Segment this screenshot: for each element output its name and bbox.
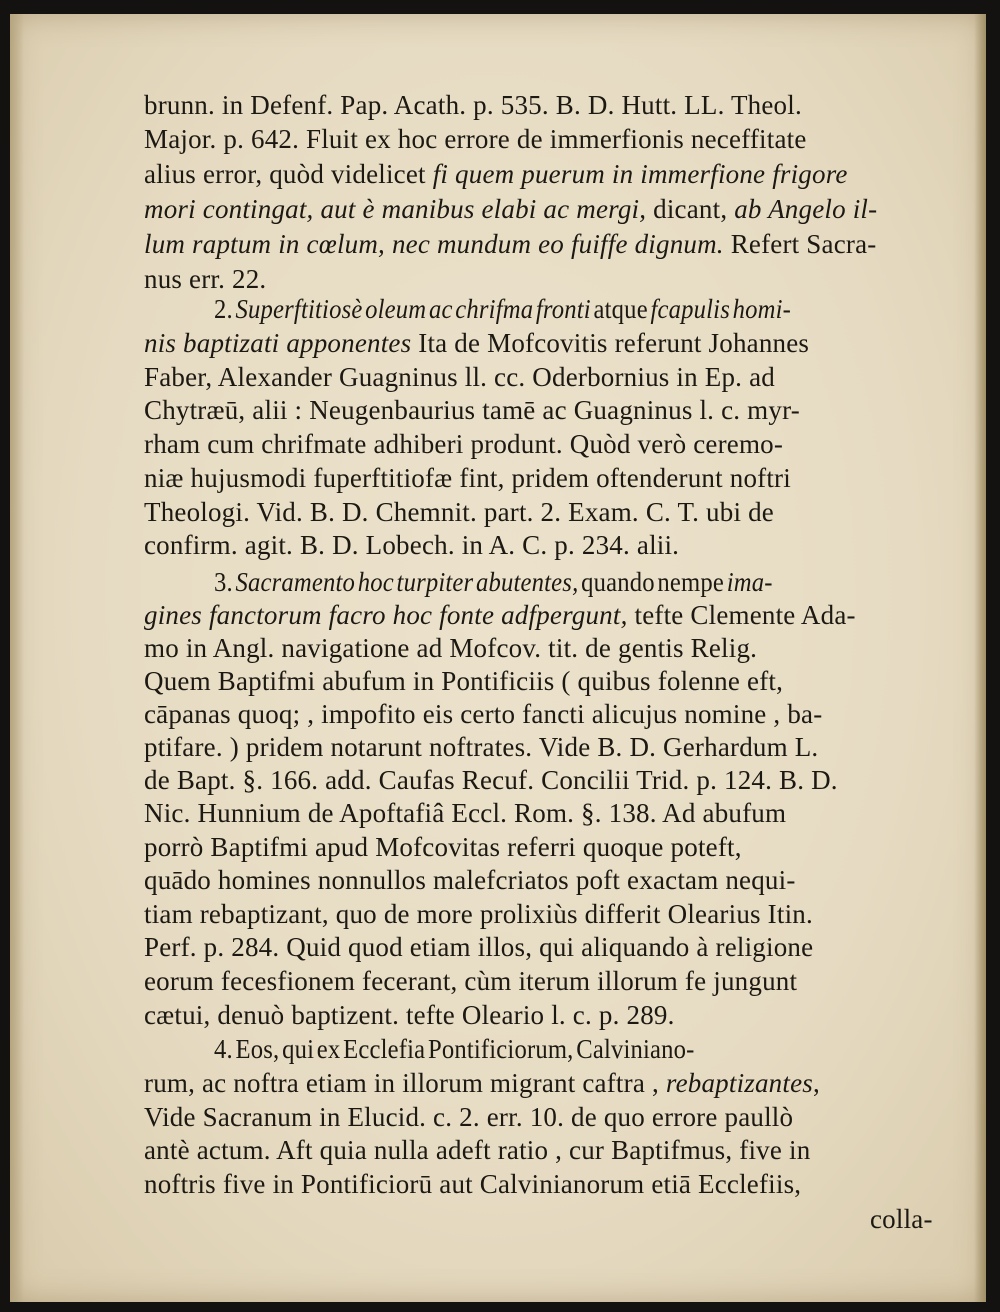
text-segment: , — [812, 1068, 820, 1098]
text-segment: antè actum. Aft quia nulla adeft ratio , cur Baptifmus, five in — [144, 1135, 811, 1165]
text-segment: Refert Sacra- — [723, 229, 877, 259]
text-segment: porrò Baptifmi apud Mofcovitas referri quoque poteft, — [144, 832, 742, 862]
italic-text-segment: fcapulis homi- — [650, 294, 792, 324]
text-line — [214, 294, 944, 324]
text-segment: alius error, quòd videlicet — [144, 159, 433, 189]
text-segment: tefte Clemente Ada- — [627, 600, 856, 630]
italic-text-segment: ima- — [726, 567, 773, 597]
text-line — [144, 264, 944, 294]
text-segment: colla- — [870, 1204, 933, 1234]
text-line — [214, 1034, 944, 1064]
text-segment: 4. Eos, qui ex Ecclefia Pontificiorum, Calviniano- — [214, 1034, 695, 1064]
text-segment: cætui, denuò baptizent. tefte Oleario l. c. p. 289. — [144, 1000, 675, 1030]
text-segment: noftris five in Pontificiorū aut Calvinianorum etiā Ecclefiis, — [144, 1169, 802, 1199]
text-segment: 3. — [214, 567, 236, 597]
text-segment: brunn. in Defenf. Pap. Acath. p. 535. B. D. Hutt. LL. Theol. — [144, 90, 802, 120]
text-line — [144, 229, 944, 259]
text-segment: rham cum chrifmate adhiberi produnt. Quòd verò ceremo- — [144, 429, 784, 459]
text-line — [144, 1135, 944, 1165]
text-line — [144, 600, 944, 630]
text-line — [144, 832, 944, 862]
italic-text-segment: rebaptizantes — [665, 1068, 813, 1098]
text-segment: Perf. p. 284. Quid quod etiam illos, qui aliquando à religione — [144, 932, 814, 962]
text-line — [144, 1169, 944, 1199]
text-line — [144, 530, 944, 560]
text-segment: 2. — [214, 294, 236, 324]
text-line — [144, 1000, 944, 1030]
text-line — [144, 497, 944, 527]
text-segment: quando nempe — [578, 567, 727, 597]
text-segment: Faber, Alexander Guagninus ll. cc. Oderbornius in Ep. ad — [144, 362, 775, 392]
text-segment: Ita de Mofcovitis referunt Johannes — [411, 328, 810, 358]
text-segment: atque — [590, 294, 651, 324]
text-line — [144, 328, 944, 358]
text-line — [144, 865, 944, 895]
text-line — [144, 429, 944, 459]
text-segment: rum, ac noftra etiam in illorum migrant caftra , — [144, 1068, 666, 1098]
text-segment: Quem Baptifmi abufum in Pontificiis ( quibus folenne eft, — [144, 666, 784, 696]
text-line — [144, 899, 944, 929]
text-line — [144, 463, 944, 493]
text-line — [144, 124, 944, 154]
text-segment: de Bapt. §. 166. add. Caufas Recuf. Concilii Trid. p. 124. B. D. — [144, 765, 838, 795]
text-segment: quādo homines nonnullos malefcriatos poft exactam nequi- — [144, 865, 796, 895]
text-segment: Theologi. Vid. B. D. Chemnit. part. 2. Exam. C. T. ubi de — [144, 497, 774, 527]
text-line — [144, 966, 944, 996]
italic-text-segment: ab Angelo il- — [734, 194, 878, 224]
page-spine-shadow — [10, 14, 24, 1302]
text-line — [144, 699, 944, 729]
text-segment: nus err. 22. — [144, 264, 267, 294]
text-segment: Chytræū, alii : Neugenbaurius tamē ac Guagninus l. c. myr- — [144, 395, 800, 425]
text-line — [144, 362, 944, 392]
text-segment: Nic. Hunnium de Apoftafiâ Eccl. Rom. §. 138. Ad abufum — [144, 798, 787, 828]
text-line — [144, 932, 944, 962]
text-segment: Major. p. 642. Fluit ex hoc errore de immerfionis neceffitate — [144, 124, 807, 154]
book-page — [10, 14, 986, 1302]
text-line — [144, 194, 944, 224]
page-edge-shadow — [974, 14, 986, 1302]
text-segment: niæ hujusmodi fuperftitiofæ fint, pridem oftenderunt noftri — [144, 463, 791, 493]
italic-text-segment: nis baptizati apponentes — [144, 328, 412, 358]
italic-text-segment: fi quem puerum in immerfione frigore — [432, 159, 848, 189]
text-line — [214, 567, 944, 597]
text-line — [144, 90, 944, 120]
text-line — [144, 1068, 944, 1098]
text-segment: tiam rebaptizant, quo de more prolixiùs differit Olearius Itin. — [144, 899, 813, 929]
text-segment: confirm. agit. B. D. Lobech. in A. C. p. 234. alii. — [144, 530, 680, 560]
italic-text-segment: lum raptum in cœlum, nec mundum eo fuiffe dignum. — [144, 229, 724, 259]
text-segment: eorum fecesfionem fecerant, cùm iterum illorum fe jungunt — [144, 966, 798, 996]
text-line — [144, 633, 944, 663]
italic-text-segment: Superftitiosè oleum ac chrifma fronti — [235, 294, 591, 324]
italic-text-segment: gines fanctorum facro hoc fonte adfpergunt, — [144, 600, 628, 630]
italic-text-segment: mori contingat, aut è manibus elabi ac mergi, — [144, 194, 647, 224]
text-line — [144, 159, 944, 189]
text-segment: dicant, — [646, 194, 735, 224]
text-line — [144, 732, 944, 762]
italic-text-segment: Sacramento hoc turpiter abutentes, — [235, 567, 579, 597]
text-segment: ptifare. ) pridem notarunt noftrates. Vide B. D. Gerhardum L. — [144, 732, 819, 762]
text-segment: Vide Sacranum in Elucid. c. 2. err. 10. de quo errore paullò — [144, 1102, 794, 1132]
text-line — [144, 666, 944, 696]
text-line — [144, 395, 944, 425]
text-line — [144, 1102, 944, 1132]
text-segment: cāpanas quoq; , impofito eis certo fancti alicujus nomine , ba- — [144, 699, 823, 729]
text-segment: mo in Angl. navigatione ad Mofcov. tit. de gentis Relig. — [144, 633, 758, 663]
text-line — [870, 1204, 933, 1234]
text-line — [144, 798, 944, 828]
text-line — [144, 765, 944, 795]
